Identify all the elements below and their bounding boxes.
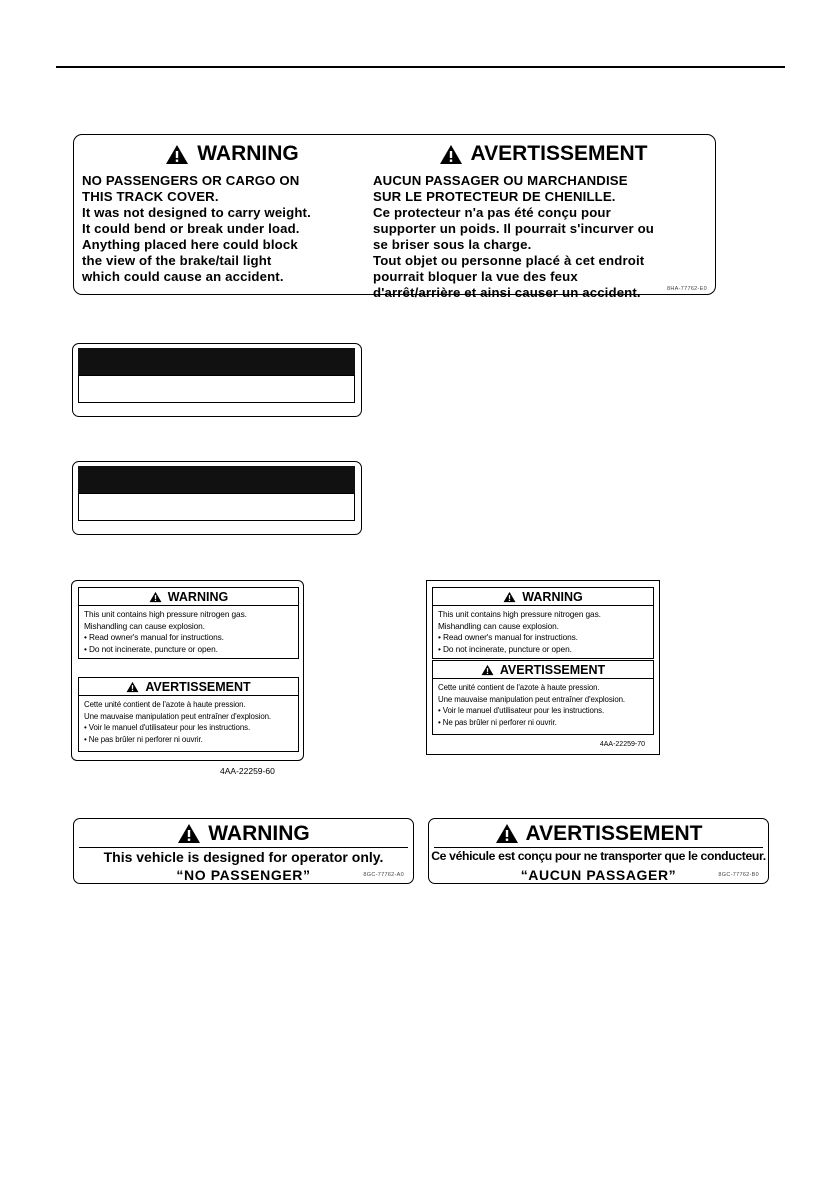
- warning-triangle-icon: [165, 144, 189, 165]
- nitrogen-warning-text: This unit contains high pressure nitrogen gas. Mishandling can cause explosion. • Read owner's manual for instructions. • Do not incinerate, puncture or open.: [438, 609, 601, 654]
- blank-warning-label-1: [72, 343, 362, 417]
- warning-triangle-icon: [481, 664, 494, 676]
- track-cover-avertissement-text: AUCUN PASSAGER OU MARCHANDISE SUR LE PROTECTEUR DE CHENILLE. Ce protecteur n'a pas été conçu pour supporter un poids. Il pourrait s'incurver ou se briser sous la charge. Tout objet ou personne placé à cet endroit pourrait bloquer la vue des feux d'arrêt/arrière et ainsi causer un accident.: [373, 173, 654, 300]
- track-cover-warning-text: NO PASSENGERS OR CARGO ON THIS TRACK COVER. It was not designed to carry weight. It could bend or break under load. Anything placed here could block the view of the brake/tail light which could cause an accident.: [82, 173, 311, 284]
- nitrogen-warning-panel: [432, 587, 654, 659]
- nitrogen-warning-title: WARNING: [522, 589, 583, 604]
- nitrogen-avertissement-text: Cette unité contient de l'azote à haute pression. Une mauvaise manipulation peut entraîner d'explosion. • Voir le manuel d'utilisateur pour les instructions. • Ne pas brûler ni perforer ni ouvrir.: [84, 700, 272, 744]
- operator-label-en-part-code: 8GC-77762-A0: [363, 872, 404, 878]
- track-cover-warning-title: WARNING: [197, 142, 299, 165]
- divider: [79, 847, 408, 848]
- nitrogen-warning-title: WARNING: [167, 589, 229, 604]
- operator-only-label-en: [73, 818, 414, 884]
- label-header-band: [78, 466, 355, 493]
- label-text-area: [78, 493, 355, 521]
- operator-only-label-fr: [428, 818, 769, 884]
- track-cover-part-code: 8HA-77762-E0: [667, 286, 707, 292]
- warning-triangle-icon: [439, 144, 463, 165]
- track-cover-warning-label: [73, 134, 716, 300]
- label-text-area: [78, 375, 355, 403]
- divider: [434, 847, 763, 848]
- operator-label-en-line1: This vehicle is designed for operator only.: [103, 849, 384, 865]
- nitrogen-avertissement-text: Cette unité contient de l'azote à haute pression. Une mauvaise manipulation peut entraîner d'explosion. • Voir le manuel d'utilisateur pour les instructions. • Ne pas brûler ni perforer ni ouvrir.: [438, 683, 626, 727]
- track-cover-avertissement-title: AVERTISSEMENT: [470, 142, 648, 165]
- nitrogen-warning-panel: [78, 587, 299, 659]
- operator-label-fr-title: AVERTISSEMENT: [525, 821, 703, 845]
- nitrogen-avertissement-title: AVERTISSEMENT: [499, 662, 606, 677]
- operator-label-fr-line2: “AUCUN PASSAGER”: [520, 867, 677, 883]
- operator-label-en-line2: “NO PASSENGER”: [176, 867, 311, 883]
- warning-triangle-icon: [149, 591, 162, 603]
- warning-triangle-icon: [503, 591, 516, 603]
- nitrogen-right-part-code: 4AA-22259-70: [599, 741, 645, 748]
- warning-triangle-icon: [177, 823, 201, 844]
- track-cover-warning-en: [82, 141, 372, 285]
- header-rule: [56, 66, 785, 68]
- blank-warning-label-2: [72, 461, 362, 535]
- label-header-band: [78, 348, 355, 375]
- track-cover-warning-fr: [373, 141, 713, 301]
- nitrogen-avertissement-title: AVERTISSEMENT: [145, 679, 251, 694]
- nitrogen-avertissement-panel: [432, 660, 654, 735]
- warning-triangle-icon: [126, 681, 139, 693]
- operator-label-fr-line1: Ce véhicule est conçu pour ne transporter que le conducteur.: [431, 849, 766, 863]
- nitrogen-gas-label-right: [426, 580, 660, 755]
- nitrogen-gas-label-left: [71, 580, 304, 761]
- operator-label-en-title: WARNING: [208, 821, 310, 845]
- nitrogen-warning-text: This unit contains high pressure nitrogen gas. Mishandling can cause explosion. • Read owner's manual for instructions. • Do not incinerate, puncture or open.: [84, 609, 247, 654]
- nitrogen-left-part-code: 4AA-22259-60: [220, 766, 275, 776]
- warning-triangle-icon: [495, 823, 519, 844]
- operator-label-fr-part-code: 8GC-77762-B0: [718, 872, 759, 878]
- nitrogen-avertissement-panel: [78, 677, 299, 752]
